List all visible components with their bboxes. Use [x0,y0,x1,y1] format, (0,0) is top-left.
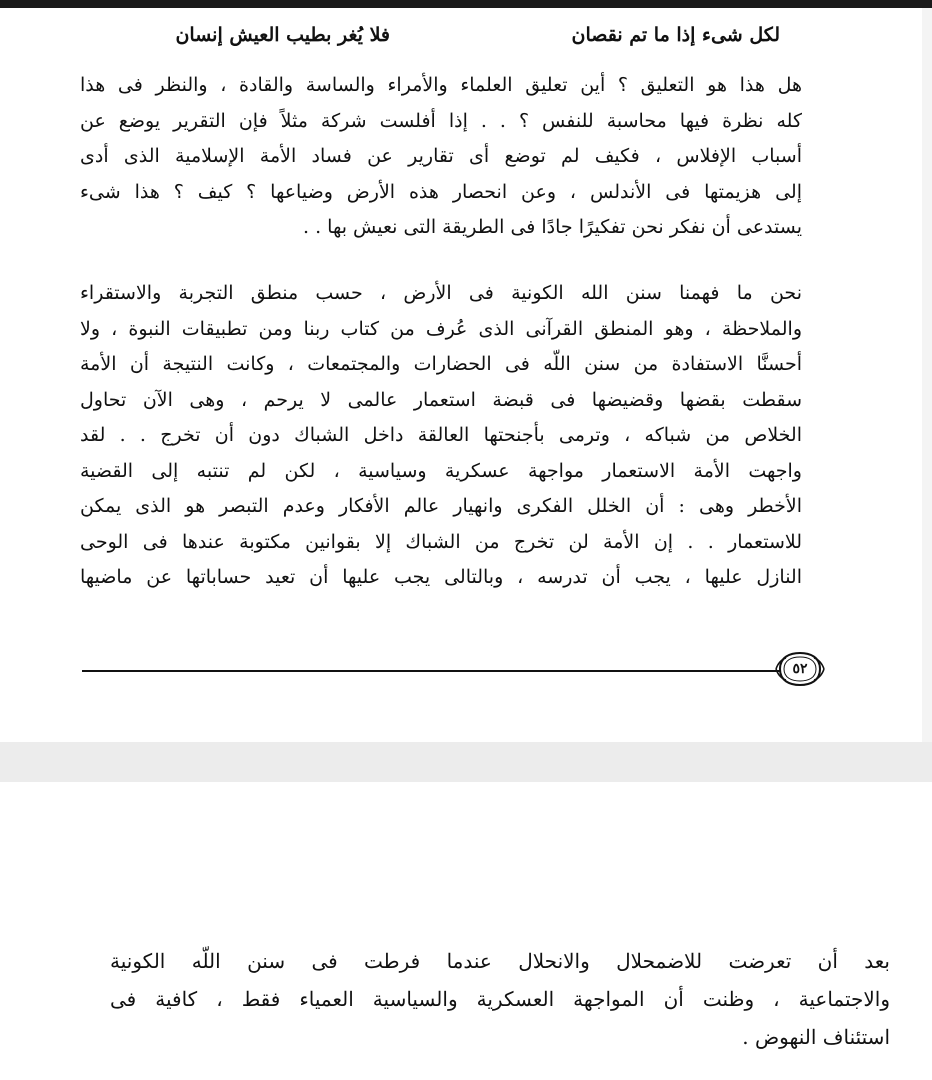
footer-rule [82,670,782,672]
text-line: أسباب الإفلاس ، فكيف لم توضع أى تقارير عن فساد الأمة الإسلامية الذى أدى [80,145,802,167]
running-header [70,24,780,64]
page-separator [0,742,932,782]
text-line: الخلاص من شباكه ، وترمى بأجنحتها العالقة داخل الشباك دون أن تخرج . . لقد [80,424,802,446]
text-line: أحسنَّا الاستفادة من سنن اللّه فى الحضارات والمجتمعات ، وكانت النتيجة أن الأمة [80,353,802,375]
text-line: الأخطر وهى : أن الخلل الفكرى وانهيار عالم الأفكار وعدم التبصر هو الذى يمكن [80,495,802,517]
text-line: للاستعمار . . إن الأمة لن تخرج من الشباك إلا بقوانين مكتوبة عندها فى الوحى [80,530,802,553]
text-line: إلى هزيمتها فى الأندلس ، وعن انحصار هذه الأرض وضياعها ؟ كيف ؟ هذا شىء [80,180,802,203]
text-line: واجهت الأمة الاستعمار مواجهة عسكرية وسياسية ، لكن لم تنتبه إلى القضية [80,459,802,482]
text-line: والاجتماعية ، وظنت أن المواجهة العسكرية والسياسية العمياء فقط ، كافية فى [110,987,890,1011]
text-line: استئناف النهوض . [742,1025,890,1049]
paragraph-2 [80,276,802,596]
text-line: والملاحظة ، وهو المنطق القرآنى الذى عُرف من كتاب ربنا ومن تطبيقات النبوة ، ولا [80,317,802,340]
book-page-52 [0,8,932,742]
page-number: ٥٢ [792,661,808,677]
text-line: يستدعى أن نفكر نحن تفكيرًا جادًا فى الطريقة التى نعيش بها . . [303,216,802,238]
header-verse-second-hemistich: فلا يُغر بطيب العيش إنسان [175,24,390,46]
text-line: النازل عليها ، يجب أن تدرسه ، وبالتالى يجب عليها أن تعيد حساباتها عن ماضيها [80,566,802,588]
page-number-ornament [770,647,830,691]
viewer-top-bar [0,0,932,8]
paragraph-3 [110,942,890,1056]
header-verse-first-hemistich: لكل شىء إذا ما تم نقصان [571,24,780,46]
text-line: هل هذا هو التعليق ؟ أين تعليق العلماء والأمراء والساسة والقادة ، والنظر فى هذا [80,74,802,96]
book-page-53 [0,782,932,1080]
text-line: سقطت بقضها وقضيضها فى قبضة استعمار عالمى لا يرحم ، وهى الآن تحاول [80,388,802,411]
page-edge [922,8,932,742]
text-line: نحن ما فهمنا سنن الله الكونية فى الأرض ، حسب منطق التجربة والاستقراء [80,282,802,304]
paragraph-1 [80,68,802,246]
text-line: كله نظرة فيها محاسبة للنفس ؟ . . إذا أفلست شركة مثلاً فإن التقرير يوضع عن [80,109,802,132]
text-line: بعد أن تعرضت للاضمحلال والانحلال عندما فرطت فى سنن اللّه الكونية [110,949,890,973]
